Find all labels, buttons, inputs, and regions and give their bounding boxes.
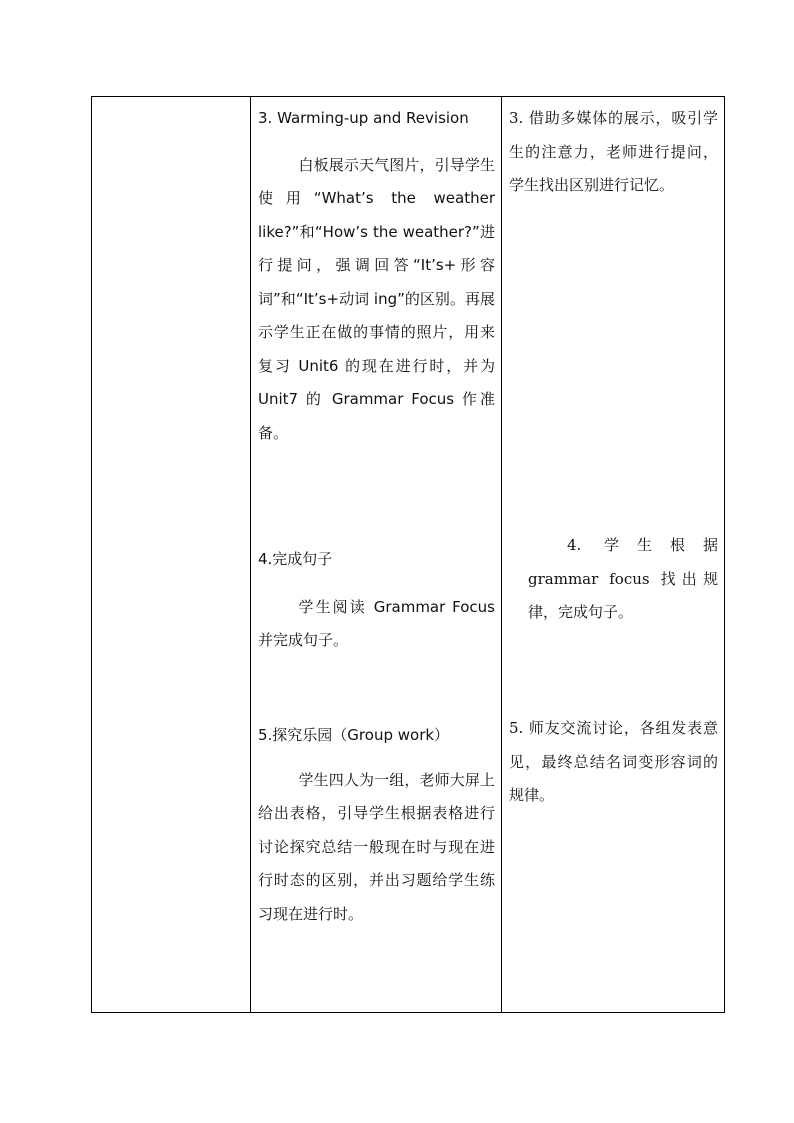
activity-4 <box>258 543 495 658</box>
intention-4: 4. 学生根据 grammar focus 找出规律，完成句子。 <box>528 536 718 621</box>
intention-3: 3. 借助多媒体的展示，吸引学生的注意力，老师进行提问，学生找出区别进行记忆。 <box>509 109 718 194</box>
design-intention-cell <box>502 97 726 1012</box>
intention-5: 5. 师友交流讨论，各组发表意见，最终总结名词变形容词的规律。 <box>509 719 718 804</box>
activity-4-heading: 4.完成句子 <box>258 550 333 568</box>
activity-4-body: 学生阅读 Grammar Focus 并完成句子。 <box>258 597 495 649</box>
lesson-plan-table <box>91 96 725 1013</box>
activity-3-heading: 3. Warming-up and Revision <box>258 109 469 127</box>
activity-3-body: 白板展示天气图片，引导学生使用“What’s the weather like?”和“How’s the weather?”进行提问，强调回答“It’s+形容词”和“It’s+动词 ing”的区别。再展示学生正在做的事情的照片，用来复习 Unit6 的现在进行时，并为 Unit7 的 Grammar Focus 作准备。 <box>258 155 495 442</box>
activity-5 <box>258 719 495 931</box>
teaching-activities-cell <box>251 97 501 1012</box>
stage-cell <box>92 97 250 1012</box>
activity-3 <box>258 102 495 450</box>
activity-5-heading: 5.探究乐园（Group work） <box>258 726 450 744</box>
activity-5-body: 学生四人为一组，老师大屏上给出表格，引导学生根据表格进行讨论探究总结一般现在时与现在进行时态的区别，并出习题给学生练习现在进行时。 <box>258 770 495 923</box>
